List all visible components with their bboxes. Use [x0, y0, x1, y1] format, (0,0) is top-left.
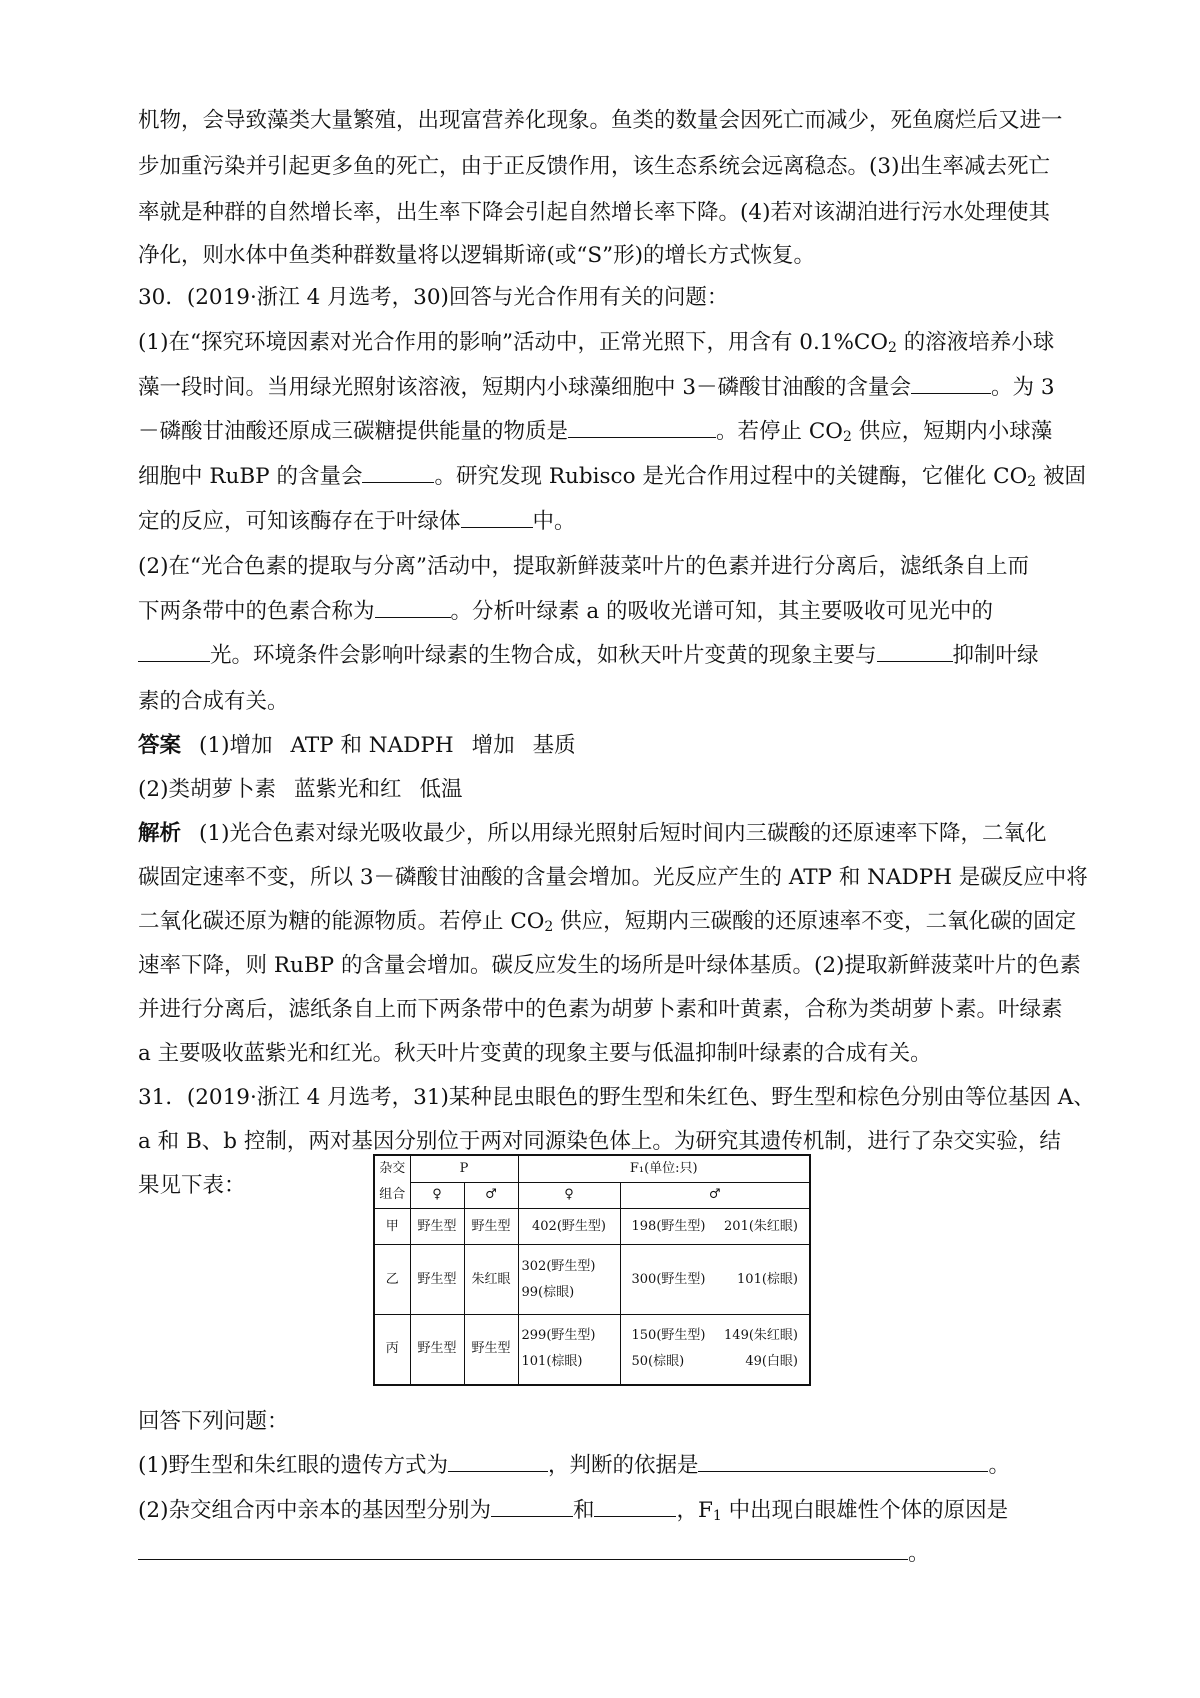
answer-blank[interactable]	[362, 462, 434, 483]
answer-blank[interactable]	[138, 1539, 908, 1560]
cell: 302(野生型) 99(棕眼)	[518, 1245, 620, 1315]
header-female: ♀	[410, 1182, 464, 1209]
q30-explanation: 解析 (1)光合色素对绿光吸收最少，所以用绿光照射后短时间内三碳酸的还原速率下降，二氧化	[138, 821, 1047, 846]
q31-intro-line: a 和 B、b 控制，两对基因分别位于两对同源染色体上。为研究其遗传机制，进行了杂交实验，结	[138, 1129, 1061, 1154]
q30-part2-line: (2)在“光合色素的提取与分离”活动中，提取新鲜菠菜叶片的色素并进行分离后，滤纸条自上而	[138, 554, 1029, 579]
q30-part1-line: 定的反应，可知该酶存在于叶绿体 中。	[138, 509, 576, 534]
answer-blank[interactable]	[568, 417, 716, 438]
q30-part2-line: 下两条带中的色素合称为 。分析叶绿素 a 的吸收光谱可知，其主要吸收可见光中的	[138, 599, 994, 624]
q30-part1-line: 细胞中 RuBP 的含量会 。研究发现 Rubisco 是光合作用过程中的关键酶，它催化 $CO_2$ 被固	[138, 464, 1087, 490]
cell: 野生型	[464, 1209, 518, 1245]
table-row	[374, 1315, 810, 1385]
answer-blank[interactable]	[594, 1496, 676, 1517]
q30-explanation: a 主要吸收蓝紫光和红光。秋天叶片变黄的现象主要与低温抑制叶绿素的合成有关。	[138, 1041, 932, 1066]
table-header-row	[374, 1155, 810, 1182]
answer-blank[interactable]	[698, 1451, 988, 1472]
header-f1: F₁(单位:只)	[518, 1155, 810, 1182]
table-header-row	[374, 1182, 810, 1209]
answer-blank[interactable]	[138, 641, 210, 662]
q30-part1-line: (1)在“探究环境因素对光合作用的影响”活动中，正常光照下，用含有 $0.1\%CO_2$ 的溶液培养小球	[138, 330, 1055, 356]
answer-blank[interactable]	[877, 641, 953, 662]
q30-part2-line: 光。环境条件会影响叶绿素的生物合成，如秋天叶片变黄的现象主要与 抑制叶绿	[138, 640, 1048, 672]
q30-part2-line: 素的合成有关。	[138, 689, 289, 714]
cell: 299(野生型) 101(棕眼)	[518, 1315, 620, 1385]
answer-blank[interactable]	[911, 373, 991, 394]
cell: 野生型	[410, 1245, 464, 1315]
q30-explanation: 并进行分离后，滤纸条自上而下两条带中的色素为胡萝卜素和叶黄素，合称为类胡萝卜素。叶绿素	[138, 997, 1063, 1022]
q31-intro-line: 果见下表：	[138, 1173, 246, 1198]
q31-part1-line: (1)野生型和朱红眼的遗传方式为 ，判断的依据是 。	[138, 1453, 1010, 1478]
q31-part2-line: (2)杂交组合丙中亲本的基因型分别为 和 ，$F_1$ 中出现白眼雄性个体的原因是	[138, 1498, 1009, 1524]
text-line: 净化，则水体中鱼类种群数量将以逻辑斯谛(或“S”形)的增长方式恢复。	[138, 243, 815, 268]
answer-blank[interactable]	[375, 597, 451, 618]
q30-answer: (2)类胡萝卜素 蓝紫光和红 低温	[138, 777, 463, 802]
cell: 300(野生型) 101(棕眼)	[620, 1245, 810, 1315]
q31-part2-line: 。	[138, 1538, 1048, 1570]
text-line: 率就是种群的自然增长率，出生率下降会引起自然增长率下降。(4)若对该湖泊进行污水处理使其	[138, 200, 1050, 225]
row-name: 乙	[374, 1245, 410, 1315]
table-row	[374, 1209, 810, 1245]
explanation-label: 解析	[138, 821, 182, 846]
q31-prompt: 回答下列问题：	[138, 1409, 289, 1434]
header-male: ♂	[620, 1182, 810, 1209]
text-line: 机物，会导致藻类大量繁殖，出现富营养化现象。鱼类的数量会因死亡而减少，死鱼腐烂后又进一	[138, 108, 1063, 133]
q30-answer: 答案 (1)增加 ATP 和 NADPH 增加 基质	[138, 733, 576, 758]
cross-results-table	[373, 1154, 811, 1386]
table-row	[374, 1245, 810, 1315]
cell: 野生型	[410, 1209, 464, 1245]
cell: 朱红眼	[464, 1245, 518, 1315]
answer-blank[interactable]	[448, 1451, 548, 1472]
header-parents: P	[410, 1155, 518, 1182]
q30-explanation: 速率下降，则 RuBP 的含量会增加。碳反应发生的场所是叶绿体基质。(2)提取新鲜菠菜叶片的色素	[138, 953, 1081, 978]
cell: 野生型	[410, 1315, 464, 1385]
header-male: ♂	[464, 1182, 518, 1209]
text-line: 步加重污染并引起更多鱼的死亡，由于正反馈作用，该生态系统会远离稳态。(3)出生率减去死亡	[138, 154, 1050, 179]
question-31-title: 31．(2019·浙江 4 月选考，31)某种昆虫眼色的野生型和朱红色、野生型和棕色分别由等位基因 A、	[138, 1085, 1095, 1110]
row-name: 甲	[374, 1209, 410, 1245]
q30-part1-line: －磷酸甘油酸还原成三碳糖提供能量的物质是 。若停止 $CO_2$ 供应，短期内小球藻	[138, 419, 1053, 445]
question-30-title: 30．(2019·浙江 4 月选考，30)回答与光合作用有关的问题：	[138, 285, 729, 310]
row-name: 丙	[374, 1315, 410, 1385]
q30-explanation: 碳固定速率不变，所以 3－磷酸甘油酸的含量会增加。光反应产生的 ATP 和 NADPH 是碳反应中将	[138, 865, 1088, 890]
cell: 198(野生型) 201(朱红眼)	[620, 1209, 810, 1245]
cell: 150(野生型) 149(朱红眼) 50(棕眼) 49(白眼)	[620, 1315, 810, 1385]
answer-label: 答案	[138, 733, 182, 758]
q30-explanation: 二氧化碳还原为糖的能源物质。若停止 $CO_2$ 供应，短期内三碳酸的还原速率不变，二氧化碳的固定	[138, 909, 1077, 935]
answer-blank[interactable]	[461, 507, 533, 528]
cell: 野生型	[464, 1315, 518, 1385]
header-female: ♀	[518, 1182, 620, 1209]
answer-blank[interactable]	[491, 1496, 573, 1517]
q30-part1-line: 藻一段时间。当用绿光照射该溶液，短期内小球藻细胞中 3－磷酸甘油酸的含量会 。为 3	[138, 375, 1055, 400]
cell: 402(野生型)	[518, 1209, 620, 1245]
header-cross: 杂交 组合	[374, 1155, 410, 1209]
